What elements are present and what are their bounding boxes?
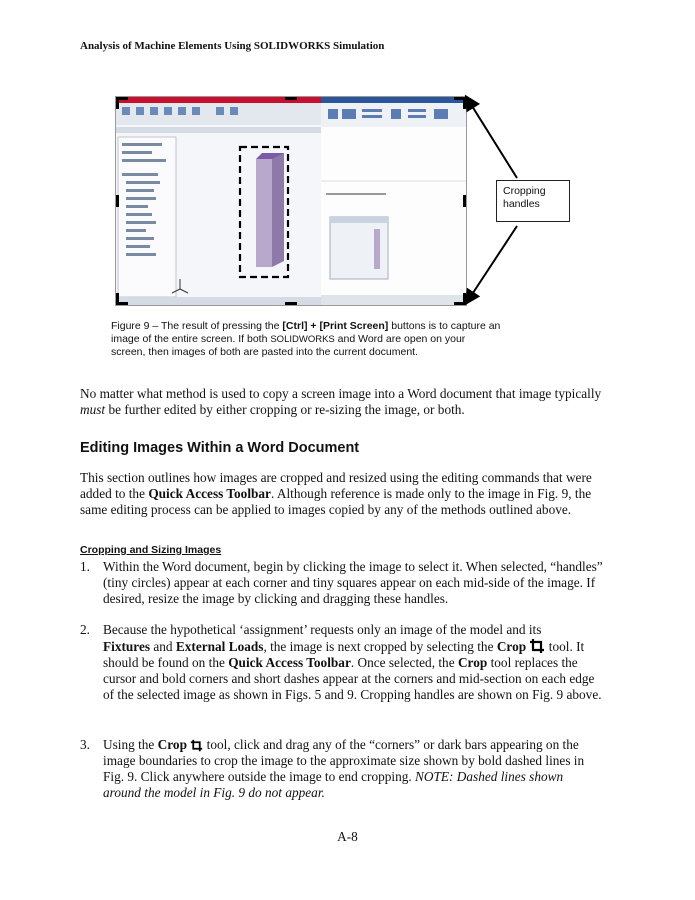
section-text: This section outlines how images are cropped and resized using the editing commands that were added to the (80, 470, 592, 501)
crop-icon (190, 739, 203, 752)
caption-text: and Word are open on your screen, then images of both are pasted into the current document. (111, 333, 466, 358)
screen-capture-image (116, 97, 466, 305)
callout-line-2: handles (503, 198, 540, 210)
list-text: Within the Word document, begin by clicking the image to select it. When selected, “handles” (tiny circles) appear at each corner and tiny squares appear on each mid-side of the image. If desired, resize the image by clicking and dragging these handles. (103, 559, 603, 606)
caption-text: buttons is to capture an image of the entire screen. If both (111, 320, 501, 345)
intro-text: No matter what method is used to copy a screen image into a Word document that image typically (80, 386, 602, 401)
section-heading: Editing Images Within a Word Document (80, 440, 360, 456)
list-number: 1. (80, 559, 90, 574)
section-bold: Quick Access Toolbar (148, 486, 271, 501)
callout-line-1: Cropping (503, 185, 546, 197)
screenshot-figure (115, 96, 467, 306)
intro-paragraph (80, 386, 620, 418)
section-text: . Although reference is made only to the image in Fig. 9, the same editing process can be applied to images copied by any of the methods outlined above. (80, 486, 592, 517)
list-number: 2. (80, 622, 90, 637)
figure-caption (111, 320, 501, 359)
intro-text: be further edited by either cropping or re-sizing the image, or both. (105, 402, 465, 417)
subheading: Cropping and Sizing Images (80, 544, 222, 556)
list-number: 3. (80, 737, 90, 752)
list-text: Using the Crop tool, click and drag any of the “corners” or dark bars appearing on the image boundaries to crop the image to the approximate size shown by bold dashed lines in Fig. 9. Click anywhere outside the image to end cropping. NOTE: Dashed lines shown around the model in Fig. 9 do not appear. (103, 737, 585, 800)
running-header: Analysis of Machine Elements Using SOLIDWORKS Simulation (80, 40, 385, 52)
section-paragraph (80, 470, 620, 518)
crop-icon (529, 638, 545, 654)
intro-emphasis: must (80, 402, 106, 417)
list-text: Because the hypothetical ‘assignment’ requests only an image of the model and its Fixtures and External Loads, the image is next cropped by selecting the Crop tool. It should be found on the Quick Access Toolbar. Once selected, the Crop tool replaces the cursor and bold corners and short dashes appear at the corners and mid-section on each edge of the selected image as shown in Figs. 5 and 9. Cropping handles are shown on Fig. 9 above. (103, 622, 602, 702)
caption-smallcaps: SOLIDWORKS (270, 334, 335, 345)
caption-keys: [Ctrl] + [Print Screen] (282, 320, 389, 332)
cropping-handles-callout (496, 180, 570, 222)
caption-text: Figure 9 – The result of pressing the (111, 320, 283, 332)
page-number: A-8 (337, 829, 358, 844)
